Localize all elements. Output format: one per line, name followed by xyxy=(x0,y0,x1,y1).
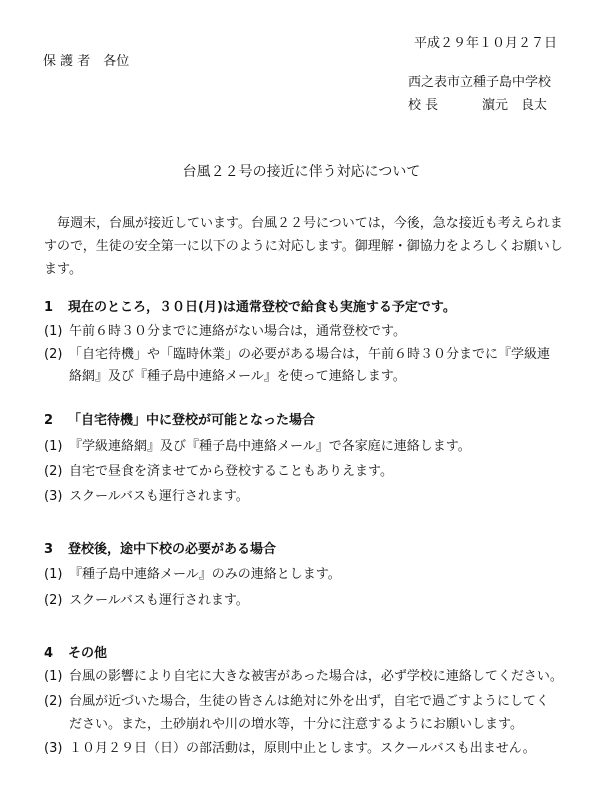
item-text: 『種子島中連絡メール』のみの連絡とします。 xyxy=(69,567,341,582)
item-text: 『学級連絡網』及び『種子島中連絡メール』で各家庭に連絡します。 xyxy=(69,439,471,454)
principal-role: 校 長 xyxy=(408,98,439,113)
section-number: 3 xyxy=(44,542,54,557)
section-2-item-3 xyxy=(44,488,249,506)
item-text: 台風の影響により自宅に大きな被害があった場合は，必ず学校に連絡してください。 xyxy=(69,669,563,684)
section-4-item-3 xyxy=(44,740,536,758)
section-number: 1 xyxy=(44,300,54,315)
section-1-heading xyxy=(44,299,456,317)
section-title: 登校後，途中下校の必要がある場合 xyxy=(68,542,277,557)
section-4-item-2 xyxy=(44,693,549,711)
item-text: １０月２９日（日）の部活動は，原則中止とします。スクールバスも出ません。 xyxy=(69,741,536,756)
principal-name: 濵元 良太 xyxy=(482,98,548,113)
intro-line: 毎週末，台風が接近しています。台風２２号については，今後，急な接近も考えられま xyxy=(44,216,563,231)
section-2-item-2 xyxy=(44,463,393,481)
section-title: 現在のところ，３０日(月)は通常登校で給食も実施する予定です。 xyxy=(68,300,456,315)
section-1-item-2 xyxy=(44,346,550,364)
intro-line: すので，生徒の安全第一に以下のように対応します。御理解・御協力をよろしくお願いし xyxy=(44,239,563,254)
section-4-item-1 xyxy=(44,668,563,686)
item-text: 午前６時３０分までに連絡がない場合は，通常登校です。 xyxy=(69,324,406,339)
section-3-item-2 xyxy=(44,592,249,610)
section-1-item-2-continued: 絡網』及び『種子島中連絡メール』を使って連絡します。 xyxy=(69,369,406,384)
item-marker: (2) xyxy=(44,593,63,608)
section-3-heading xyxy=(44,541,276,559)
intro-line: ます。 xyxy=(44,262,82,277)
document-title: 台風２２号の接近に伴う対応について xyxy=(182,164,421,180)
section-3-item-1 xyxy=(44,566,341,584)
section-2-heading xyxy=(44,412,315,430)
intro-paragraph xyxy=(44,212,570,281)
item-text: 台風が近づいた場合，生徒の皆さんは絶対に外を出ず，自宅で過ごすようにしてく xyxy=(69,694,549,709)
item-text: 自宅で昼食を済ませてから登校することもありえます。 xyxy=(69,464,393,479)
item-text: スクールバスも運行されます。 xyxy=(69,489,249,504)
section-4-item-2-continued: ださい。また，土砂崩れや川の増水等，十分に注意するようにお願いします。 xyxy=(69,717,523,732)
document-date: 平成２９年１０月２７日 xyxy=(414,36,558,51)
section-1-item-1 xyxy=(44,323,406,341)
section-title: その他 xyxy=(68,646,108,661)
recipients: 保 護 者 各位 xyxy=(43,54,130,69)
item-marker: (3) xyxy=(44,489,63,504)
item-marker: (2) xyxy=(44,464,63,479)
item-marker: (3) xyxy=(44,741,63,756)
section-number: 4 xyxy=(44,646,54,661)
item-marker: (2) xyxy=(44,694,63,709)
principal-signature xyxy=(408,97,547,115)
item-text: スクールバスも運行されます。 xyxy=(69,593,249,608)
item-marker: (1) xyxy=(44,567,63,582)
section-4-heading xyxy=(44,645,107,663)
item-marker: (1) xyxy=(44,324,63,339)
section-title: 「自宅待機」中に登校が可能となった場合 xyxy=(68,413,316,428)
item-marker: (1) xyxy=(44,439,63,454)
item-marker: (1) xyxy=(44,669,63,684)
item-marker: (2) xyxy=(44,347,63,362)
section-2-item-1 xyxy=(44,438,471,456)
school-name: 西之表市立種子島中学校 xyxy=(408,75,552,90)
section-number: 2 xyxy=(44,413,54,428)
item-text: 「自宅待機」や「臨時休業」の必要がある場合は，午前６時３０分までに『学級連 xyxy=(69,347,551,362)
